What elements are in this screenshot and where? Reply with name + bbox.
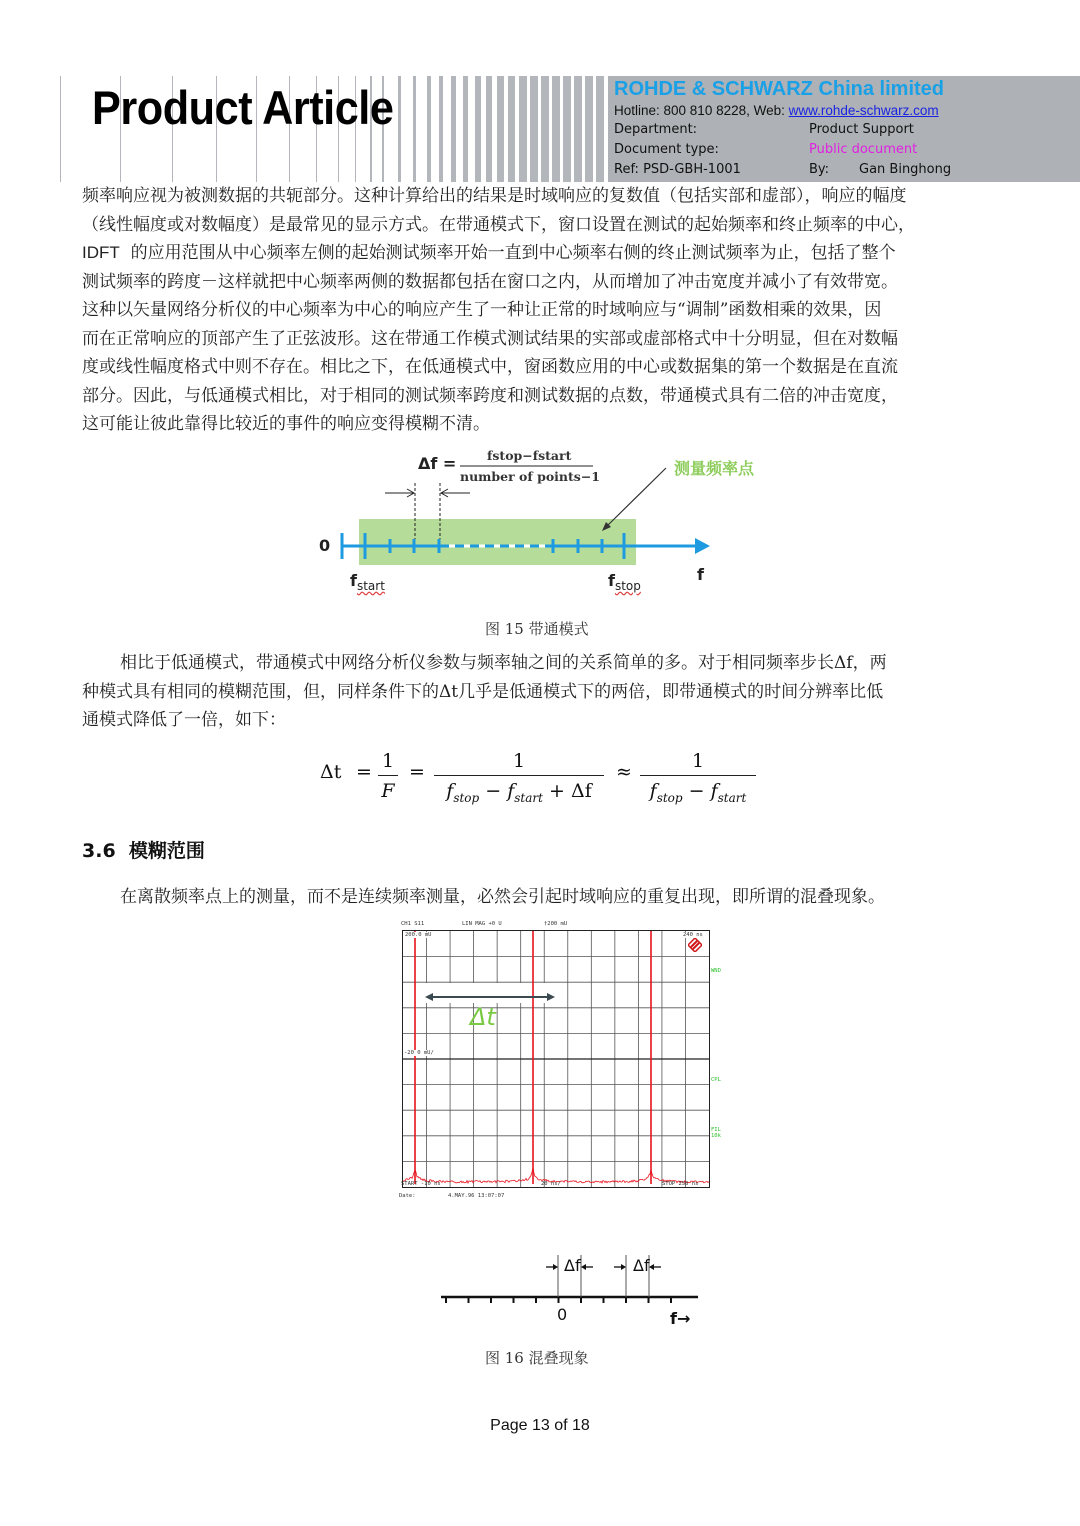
delta-t-label: Δt [470, 1003, 496, 1031]
formula-equals: = [409, 761, 425, 783]
time-resolution-formula [318, 744, 768, 810]
top-scale-value: 200.0 mU [405, 932, 432, 938]
delta-f-formula-numerator: fstop−fstart [487, 448, 572, 463]
text-line: 这种以矢量网络分析仪的中心频率为中心的响应产生了一种让正常的时域响应与“调制”函数相乘的效果，因 [82, 300, 882, 320]
frequency-axis-label: f→ [670, 1309, 691, 1328]
date-value: 4.MAY.96 13:07:07 [448, 1193, 505, 1199]
side-label-cpl: CPL [711, 1077, 721, 1083]
arrowhead [553, 1264, 558, 1270]
aliasing-axis-diagram [436, 1250, 706, 1330]
figure-15-bandpass-diagram [310, 440, 790, 610]
arrowhead [581, 1264, 586, 1270]
fraction-numerator: 1 [512, 750, 526, 772]
delta-f-formula-lhs: Δf = [418, 454, 457, 473]
text-line: 部分。因此，与低通模式相比，对于相同的测试频率跨度和测试数据的点数，带通模式具有二倍的冲击宽度， [82, 385, 898, 406]
f-symbol: f [446, 780, 454, 802]
start-label: START -10 ns [401, 1181, 441, 1187]
fstop-f: f [608, 571, 615, 590]
origin-label: 0 [319, 536, 331, 555]
channel-label: CH1 S11 [401, 921, 425, 927]
fraction-numerator: 1 [691, 750, 705, 772]
text-line: 而在正常响应的顶部产生了正弦波形。这在带通工作模式测试结果的实部或虚部格式中十分明显，但在对数幅 [82, 328, 898, 349]
text-line: 相比于低通模式，带通模式中网络分析仪参数与频率轴之间的关系简单的多。对于相同频率步长Δf，两 [120, 653, 887, 673]
origin-label: 0 [557, 1305, 568, 1324]
vna-plot-area [402, 930, 710, 1188]
delta-f-formula-denominator: number of points−1 [460, 469, 600, 484]
f-symbol: f [649, 780, 657, 802]
text-line: 通模式降低了一倍，如下： [82, 710, 286, 730]
stop-label: STOP 250 ns [662, 1181, 699, 1187]
text-line-rest: 的应用范围从中心频率左侧的起始测试频率开始一直到中心频率右侧的终止测试频率为止，包括了整个 [130, 243, 896, 263]
side-label-fil: FIL 10k [711, 1127, 721, 1139]
fstop-subscript: stop [614, 579, 641, 593]
vna-plot-svg [403, 931, 709, 1187]
fraction-denominator [640, 776, 756, 804]
formula-approx: ≈ [616, 761, 632, 783]
body-paragraph-3 [82, 883, 1002, 912]
measurement-points-annotation: 测量频率点 [674, 459, 755, 478]
author-label: By: [809, 162, 830, 177]
doc-type-row [614, 142, 918, 157]
window-region [359, 519, 636, 565]
fraction-denominator [434, 776, 604, 804]
time-marker-value: 240 ns [683, 932, 703, 938]
start-subscript: start [717, 791, 747, 805]
hotline-row [614, 103, 939, 118]
hotline-text: Hotline: 800 810 8228, Web: [614, 103, 789, 118]
website-link[interactable]: www.rohde-schwarz.com [788, 103, 939, 118]
ref-row [614, 162, 952, 177]
document-title: Product Article [92, 81, 394, 134]
axis-arrowhead [695, 538, 710, 554]
delta-t-backdrop [423, 983, 558, 1003]
section-number: 3.6 [82, 840, 116, 862]
rohde-schwarz-logo-icon [688, 938, 702, 952]
format-label: LIN MAG +0 U [462, 921, 502, 927]
text-line: 在离散频率点上的测量，而不是连续频率测量，必然会引起时域响应的重复出现，即所谓的混叠现象。 [120, 887, 885, 907]
fstop-label [608, 571, 641, 593]
page-number: Page 13 of 18 [490, 1417, 590, 1434]
text-line: 度或线性幅度格式中则不存在。相比之下，在低通模式中，窗函数应用的中心或数据集的第一个数据是在直流 [82, 357, 898, 377]
formula-equals: = [356, 761, 372, 783]
formula-lhs [320, 761, 341, 783]
plus-delta-f: + Δf [549, 780, 592, 802]
section-heading [82, 836, 205, 863]
f-symbol: f [710, 780, 718, 802]
vna-time-domain-screenshot [398, 920, 724, 1204]
arrowhead [621, 1264, 626, 1270]
reference-label: †200 mU [544, 921, 568, 927]
date-label: Date: [399, 1193, 416, 1199]
doc-type-value: Public document [809, 142, 918, 157]
delta-f-label-2: Δf [633, 1256, 650, 1275]
department-row [614, 122, 914, 137]
fraction-exact [434, 747, 604, 804]
fstart-label [350, 571, 385, 593]
section-title: 模糊范围 [128, 840, 205, 862]
scale-per-div: -20 0 mU/ [404, 1050, 434, 1056]
fstart-f: f [350, 571, 357, 590]
text-line: 种模式具有相同的模糊范围，但，同样条件下的Δt几乎是低通模式下的两倍，即带通模式的时间分辨率比低 [82, 681, 884, 702]
delta-t: Δt [320, 761, 342, 783]
doc-type-label: Document type: [614, 142, 719, 157]
body-paragraph-2 [82, 649, 1002, 735]
department-value: Product Support [809, 122, 914, 137]
company-name: ROHDE & SCHWARZ China limited [614, 78, 945, 100]
side-label-wnd: WND [711, 968, 721, 974]
figure-16-caption: 图 16 混叠现象 [485, 1349, 589, 1367]
delta-f-label-1: Δf [564, 1256, 581, 1275]
fraction-approx [640, 747, 756, 804]
idft-term: IDFT [82, 243, 120, 262]
text-line: （线性幅度或对数幅度）是最常见的显示方式。在带通模式下，窗口设置在测试的起始频率和终止频率的中心， [82, 214, 915, 235]
minus-sign: − [688, 780, 705, 802]
f-symbol: f [507, 780, 515, 802]
department-label: Department: [614, 122, 698, 137]
company-info-panel [608, 76, 1080, 182]
fraction-denominator: F [381, 780, 395, 802]
fstart-subscript: start [356, 579, 385, 593]
division-label: 20 ns/ [541, 1181, 561, 1187]
body-paragraph-1 [82, 182, 1002, 439]
author-value: Gan Binghong [859, 162, 952, 177]
frequency-axis-label: f [697, 565, 704, 584]
start-subscript: start [514, 791, 543, 805]
fraction-numerator: 1 [381, 750, 395, 772]
fraction-1-over-F [378, 747, 398, 804]
stop-subscript: stop [656, 791, 683, 805]
minus-sign: − [485, 780, 502, 802]
stop-subscript: stop [453, 791, 480, 805]
ref-label: Ref: PSD-GBH-1001 [614, 162, 741, 177]
text-line: 测试频率的跨度－这样就把中心频率两侧的数据都包括在窗口之内，从而增加了冲击宽度并减小了有效带宽。 [82, 271, 898, 292]
text-line: 频率响应视为被测数据的共轭部分。这种计算给出的结果是时域响应的复数值（包括实部和虚部），响应的幅度 [82, 186, 907, 206]
text-line: 这可能让彼此靠得比较近的事件的响应变得模糊不清。 [82, 414, 490, 434]
page-header [60, 76, 1080, 182]
figure-15-caption: 图 15 带通模式 [485, 620, 589, 638]
text-line [82, 239, 1002, 268]
